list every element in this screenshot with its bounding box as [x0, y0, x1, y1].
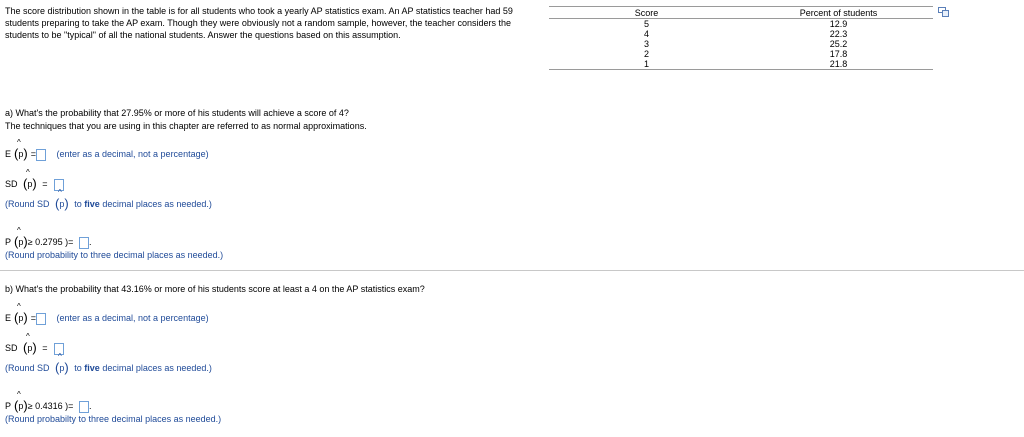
- sd-round-note-a: (Round SD ( ^ p ) to five decimal places as needed.): [5, 195, 212, 210]
- sd-label: SD: [5, 343, 18, 353]
- equals-sign: =: [30, 149, 36, 159]
- table-cell: 12.9: [829, 19, 848, 29]
- table-cell: 22.3: [829, 29, 848, 39]
- table-cell: 5: [643, 19, 649, 29]
- p-hat-symbol: ( ^ p ): [20, 175, 40, 190]
- table-cell: 21.8: [744, 59, 933, 70]
- probability-input-a[interactable]: [79, 237, 89, 249]
- question-a-note: The techniques that you are using in this chapter are referred to as normal approximations.: [5, 121, 367, 131]
- probability-condition: ≥ 0.4316 )=: [27, 401, 74, 411]
- table-cell: 17.8: [829, 49, 848, 59]
- table-cell: 3: [643, 39, 649, 49]
- copy-icon[interactable]: [938, 7, 946, 13]
- sd-round-note-b: (Round SD ( ^ p ) to five decimal places as needed.): [5, 359, 212, 374]
- e-label: E: [5, 313, 12, 323]
- p-hat-symbol: ( ^ p ): [20, 339, 40, 354]
- question-a: a) What's the probability that 27.95% or more of his students will achieve a score of 4?: [5, 108, 349, 118]
- table-cell: 4: [643, 29, 649, 39]
- probability-row-b: P ( ^ p ) ≥ 0.4316 )= .: [5, 397, 91, 413]
- expected-value-input-b[interactable]: [36, 313, 46, 325]
- p-hat-symbol: ( ^ p ): [11, 233, 28, 248]
- table-header-row: [549, 7, 933, 19]
- score-distribution-table: [549, 6, 933, 70]
- table-row: [549, 49, 933, 59]
- p-hat-symbol: ( ^ p ): [52, 359, 72, 374]
- question-b: b) What's the probability that 43.16% or more of his students score at least a 4 on the AP statistics exam?: [5, 284, 425, 294]
- p-hat-symbol: ( ^ p ): [11, 397, 28, 412]
- expected-value-row-b: [5, 302, 209, 325]
- table-row: [549, 39, 933, 49]
- p-hat-symbol: ( ^ p ): [52, 195, 72, 210]
- section-divider: [0, 270, 1024, 271]
- table-row: [549, 59, 933, 70]
- table-cell: 1: [549, 59, 744, 70]
- p-hat-symbol: ( ^ p ): [11, 309, 31, 324]
- e-hint: (enter as a decimal, not a percentage): [56, 313, 209, 323]
- probability-round-note-b: (Round probabilty to three decimal places as needed.): [5, 414, 222, 424]
- probability-input-b[interactable]: [79, 401, 89, 413]
- e-hint: (enter as a decimal, not a percentage): [56, 149, 209, 159]
- equals-sign: =: [42, 179, 48, 189]
- p-hat-symbol: ( ^ p ): [11, 145, 31, 160]
- table-row: [549, 29, 933, 39]
- expected-value-row-a: [5, 138, 209, 161]
- sd-row-a: [5, 168, 64, 191]
- sd-row-b: [5, 332, 64, 355]
- p-label: P: [5, 401, 12, 411]
- equals-sign: =: [42, 343, 48, 353]
- expected-value-input-a[interactable]: [36, 149, 46, 161]
- p-label: P: [5, 237, 12, 247]
- probability-row-a: P ( ^ p ) ≥ 0.2795 )= .: [5, 233, 91, 249]
- table-cell: 25.2: [829, 39, 848, 49]
- equals-sign: =: [30, 313, 36, 323]
- table-header-score: Score: [549, 7, 744, 19]
- e-label: E: [5, 149, 12, 159]
- sd-label: SD: [5, 179, 18, 189]
- table-header-percent: Percent of students: [744, 7, 933, 19]
- problem-intro: The score distribution shown in the table is for all students who took a yearly AP statistics exam. An AP statistics teacher had 59 students preparing to take the AP exam. Though they were obviously not a random sample, however, the teacher considers the students to be "typical" of all the national students. Answer the questions based on this assumption.: [5, 6, 513, 40]
- probability-round-note-a: (Round probability to three decimal places as needed.): [5, 250, 224, 260]
- table-cell: 2: [643, 49, 649, 59]
- probability-condition: ≥ 0.2795 )=: [27, 237, 74, 247]
- table-row: [549, 19, 933, 30]
